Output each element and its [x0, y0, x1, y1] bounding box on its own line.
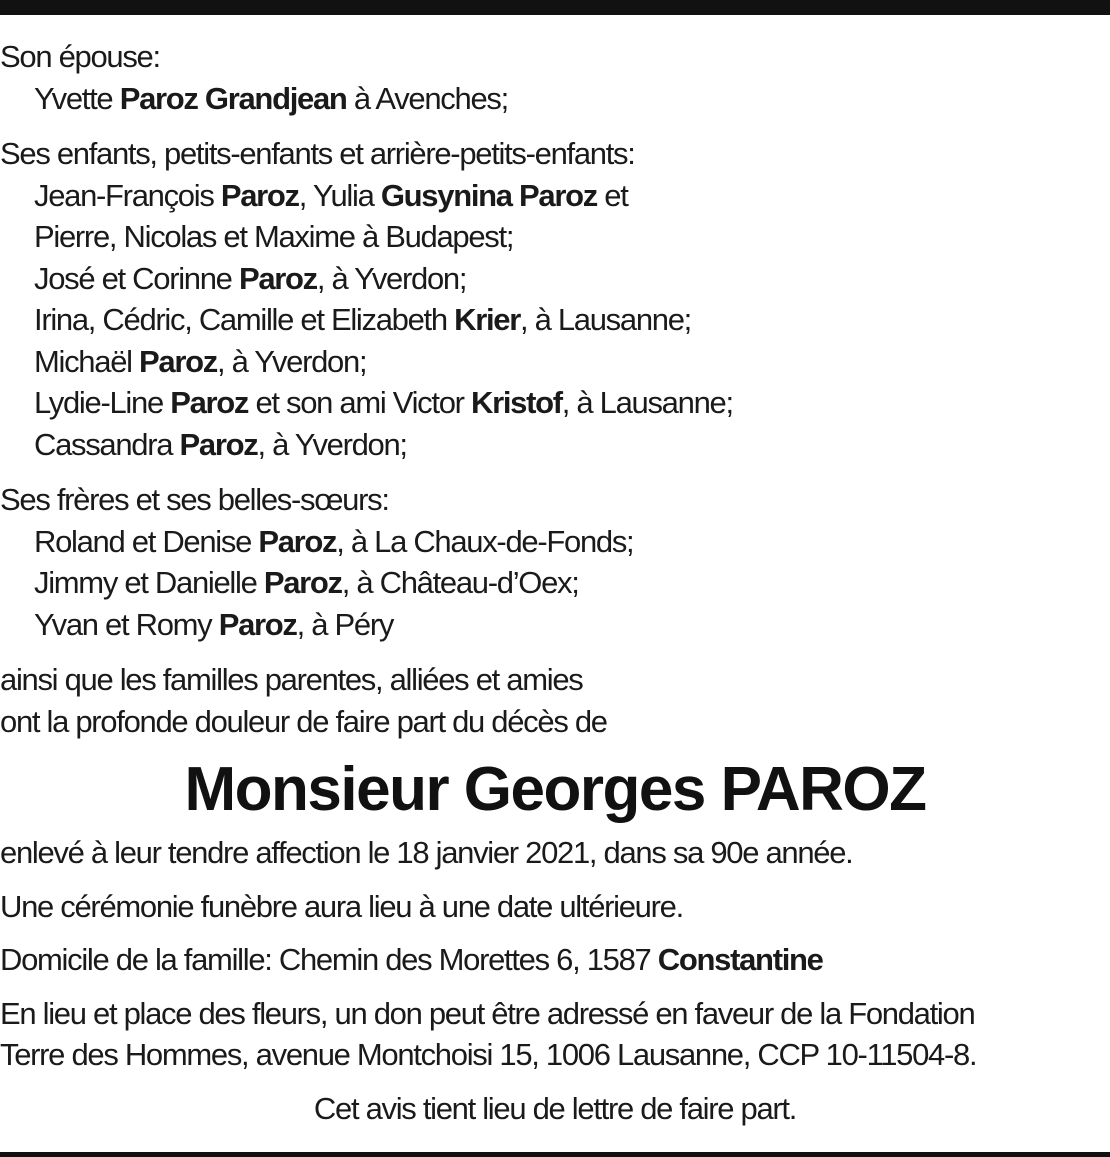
family-line: Cassandra Paroz, à Yverdon; [34, 426, 407, 462]
surname: Paroz [139, 343, 217, 379]
closing-line: Cet avis tient lieu de lettre de faire part. [313, 1090, 797, 1126]
children-heading: Ses enfants, petits-enfants et arrière-petits-enfants: [0, 136, 635, 171]
spouse-heading: Son épouse: [0, 39, 160, 74]
surname: Paroz [179, 426, 258, 462]
surname: Paroz [238, 260, 317, 296]
family-line: Jean-François Paroz, Yulia Gusynina Paroz et [34, 177, 628, 213]
siblings-section [0, 479, 1110, 645]
family-line: Lydie-Line Paroz et son ami Victor Kristof, à Lausanne; [34, 385, 733, 420]
bottom-rule [0, 1152, 1110, 1157]
donation-line: Terre des Hommes, avenue Montchoisi 15, 1006 Lausanne, CCP 10-11504-8. [0, 1037, 977, 1072]
family-line: Michaël Paroz, à Yverdon; [34, 343, 367, 379]
surname: Kristof [470, 385, 562, 420]
death-notice [0, 36, 1110, 1129]
top-rule [0, 0, 1110, 15]
surname: Paroz [170, 385, 249, 420]
family-line: Jimmy et Danielle Paroz, à Château-d’Oex; [34, 565, 579, 600]
surname: Paroz [218, 606, 297, 642]
surname: Gusynina Paroz [380, 177, 597, 213]
surname: Krier [454, 302, 520, 337]
death-date-line: enlevé à leur tendre affection le 18 janvier 2021, dans sa 90e année. [0, 835, 853, 870]
spouse-section [0, 36, 1110, 119]
domicile-line: Domicile de la famille: Chemin des Morettes 6, 1587 Constantine [0, 942, 823, 977]
family-line: Irina, Cédric, Camille et Elizabeth Krier, à Lausanne; [34, 302, 691, 337]
spouse-line: Yvette Paroz Grandjean à Avenches; [34, 80, 508, 116]
ceremony-line: Une cérémonie funèbre aura lieu à une date ultérieure. [0, 888, 683, 924]
announcement-line: ainsi que les familles parentes, alliées et amies [0, 662, 583, 697]
surname: Paroz Grandjean [119, 80, 347, 116]
locality: Constantine [657, 942, 823, 977]
surname: Paroz [258, 523, 337, 559]
donation-line: En lieu et place des fleurs, un don peut être adressé en faveur de la Fondation [0, 995, 975, 1031]
family-line: Yvan et Romy Paroz, à Péry [34, 606, 394, 642]
siblings-heading: Ses frères et ses belles-sœurs: [0, 482, 389, 517]
announcement-line: ont la profonde douleur de faire part du décès de [0, 703, 607, 739]
children-section [0, 133, 1110, 465]
donation-paragraph [0, 993, 1110, 1076]
family-line: Roland et Denise Paroz, à La Chaux-de-Fonds; [34, 523, 634, 559]
family-line: Pierre, Nicolas et Maxime à Budapest; [34, 219, 514, 254]
family-line: José et Corinne Paroz, à Yverdon; [34, 260, 467, 296]
deceased-name: Monsieur Georges PAROZ [184, 755, 926, 824]
surname: Paroz [263, 565, 342, 600]
surname: Paroz [220, 177, 299, 213]
announcement [0, 659, 1110, 742]
